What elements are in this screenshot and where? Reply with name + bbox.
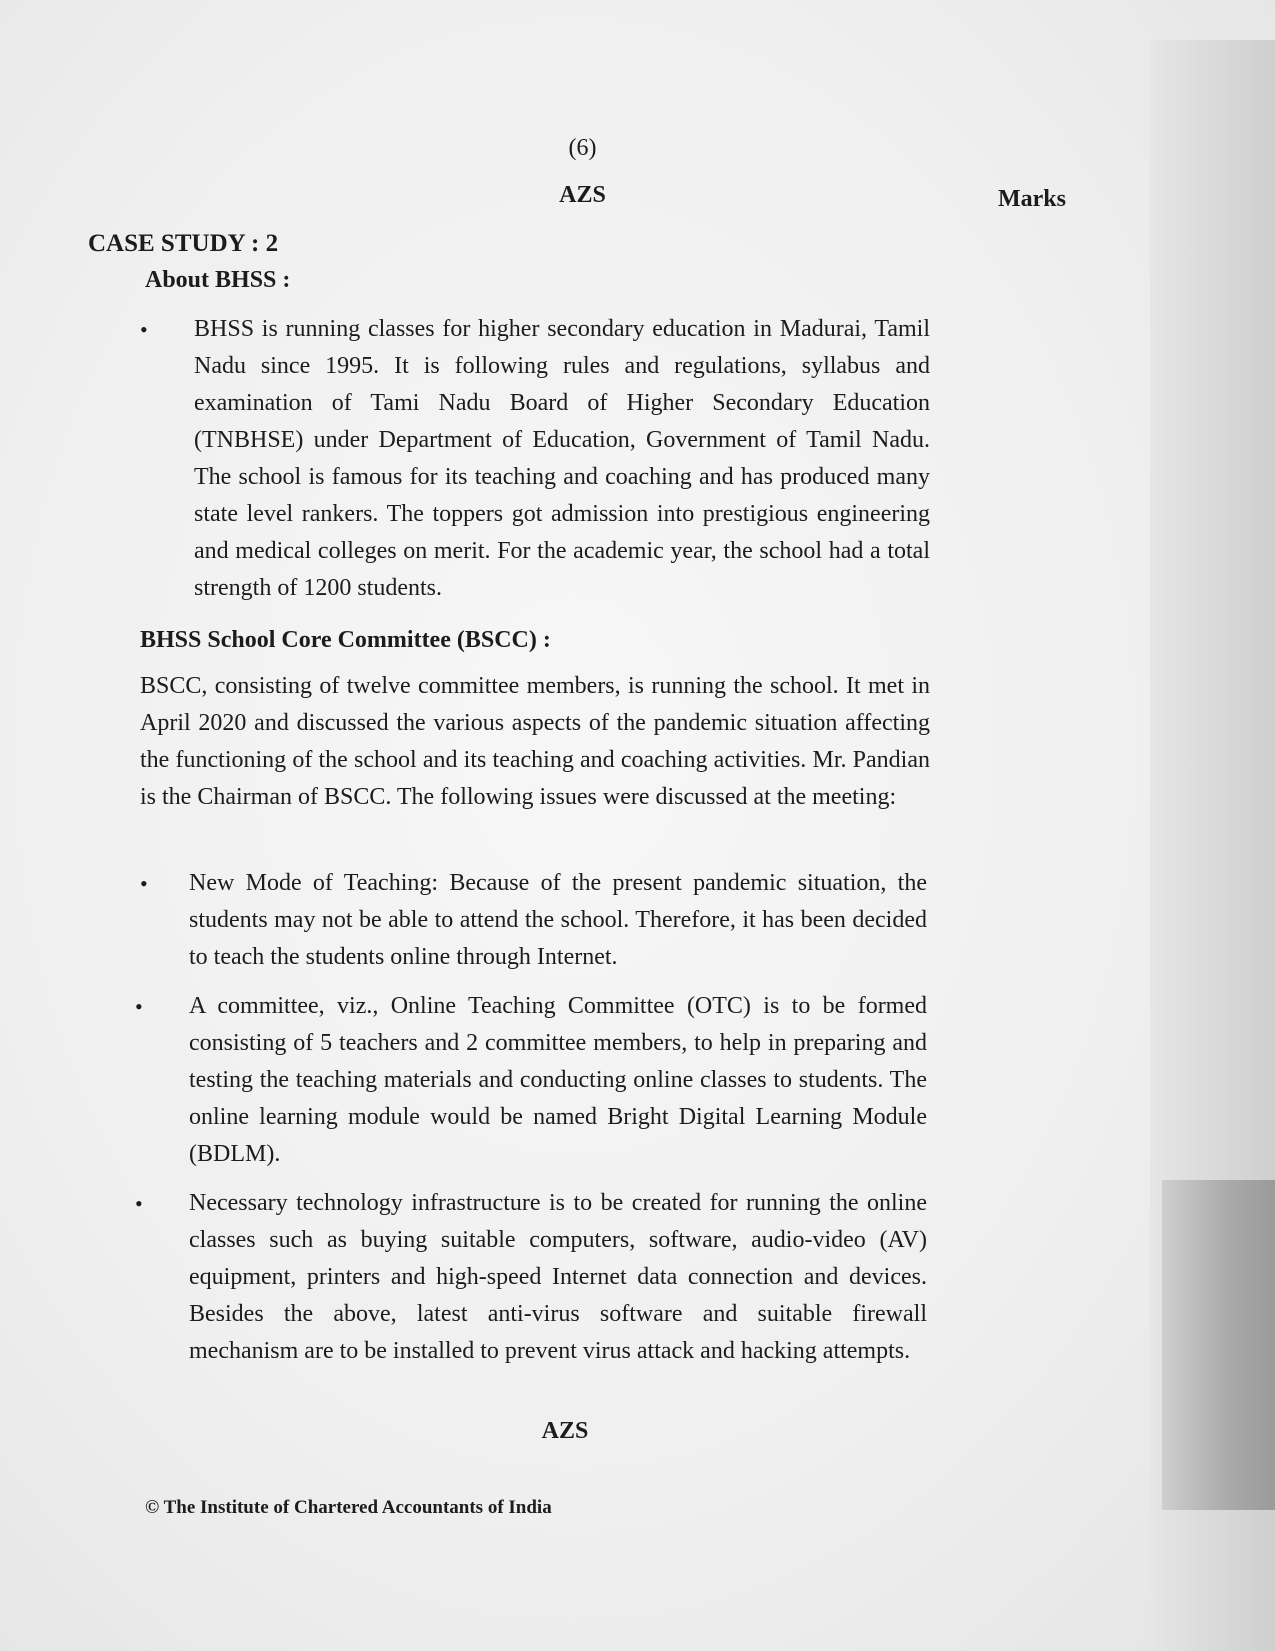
paper-code-footer: AZS	[541, 1418, 589, 1444]
case-study-title: CASE STUDY : 2	[88, 230, 279, 257]
issue-item-1: New Mode of Teaching: Because of the present pandemic situation, the students may not be able to attend the school. Therefore, it has been decided to teach the students online through Internet.	[189, 870, 927, 970]
bullet-icon: •	[140, 317, 148, 342]
about-heading: About BHSS :	[145, 267, 291, 293]
committee-heading: BHSS School Core Committee (BSCC) :	[140, 627, 551, 653]
page-edge-dark-shadow	[1162, 1180, 1275, 1510]
bullet-icon: •	[135, 1191, 143, 1216]
issue-item-2: A committee, viz., Online Teaching Committee (OTC) is to be formed consisting of 5 teachers and 2 committee members, to help in preparing and testing the teaching materials and conducting online classes to students. The online learning module would be named Bright Digital Learning Module (BDLM).	[189, 993, 927, 1167]
page-number: (6)	[568, 135, 597, 161]
copyright-notice: © The Institute of Chartered Accountants of India	[145, 1497, 552, 1518]
about-paragraph: BHSS is running classes for higher secondary education in Madurai, Tamil Nadu since 1995. It is following rules and regulations, syllabus and examination of Tami Nadu Board of Higher Secondary Education (TNBHSE) under Department of Education, Government of Tamil Nadu. The school is famous for its teaching and coaching and has produced many state level rankers. The toppers got admission into prestigious engineering and medical colleges on merit. For the academic year, the school had a total strength of 1200 students.	[194, 316, 930, 601]
bullet-icon: •	[135, 994, 143, 1019]
marks-label: Marks	[998, 186, 1066, 212]
bullet-icon: •	[140, 871, 148, 896]
committee-paragraph: BSCC, consisting of twelve committee members, is running the school. It met in April 2020 and discussed the various aspects of the pandemic situation affecting the functioning of the school and its teaching and coaching activities. Mr. Pandian is the Chairman of BSCC. The following issues were discussed at the meeting:	[140, 673, 930, 810]
issue-item-3: Necessary technology infrastructure is to be created for running the online classes such as buying suitable computers, software, audio-video (AV) equipment, printers and high-speed Internet data connection and devices. Besides the above, latest anti-virus software and suitable firewall mechanism are to be installed to prevent virus attack and hacking attempts.	[189, 1190, 927, 1364]
paper-code-header: AZS	[559, 182, 606, 208]
